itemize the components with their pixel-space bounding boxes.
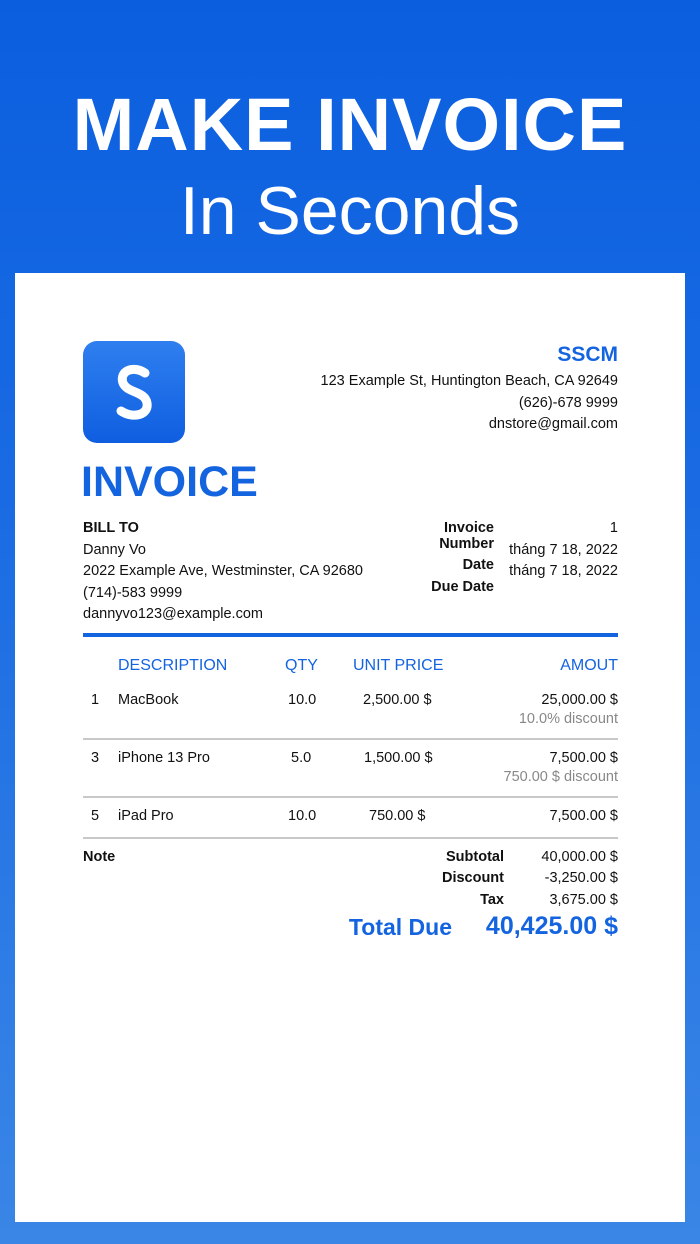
row-amount: 25,000.00 $ [541,692,618,708]
header-qty: QTY [285,657,318,674]
invoice-number-label [439,520,494,552]
banner-subtitle: In Seconds [179,173,521,249]
label-line: Number [439,536,494,552]
divider [83,633,618,637]
note-label: Note [83,849,116,865]
subtotal-value: 40,000.00 $ [541,849,618,865]
invoice-title: INVOICE [81,458,258,506]
company-email: dnstore@gmail.com [488,416,618,432]
company-logo-icon [83,341,185,443]
total-due-value: 40,425.00 $ [485,912,618,940]
company-phone: (626)-678 9999 [518,395,618,411]
total-due-label: Total Due [348,914,452,940]
row-amount: 7,500.00 $ [549,808,618,824]
due-date-label: Due Date [431,579,494,595]
row-qty: 10.0 [288,692,317,708]
invoice-date: tháng 7 18, 2022 [509,542,618,558]
header-amount: AMOUT [560,657,618,674]
row-unit-price: 750.00 $ [369,808,426,824]
row-description: iPhone 13 Pro [118,750,210,766]
row-number: 3 [91,750,100,766]
label-line: Invoice [444,520,494,536]
bill-to-address: 2022 Example Ave, Westminster, CA 92680 [83,563,363,579]
header-unit-price: UNIT PRICE [353,657,444,674]
row-divider [83,796,618,798]
row-qty: 5.0 [291,750,312,766]
discount-value: -3,250.00 $ [544,870,618,886]
row-number: 5 [91,808,100,824]
row-description: MacBook [118,692,179,708]
row-qty: 10.0 [288,808,317,824]
row-divider [83,738,618,740]
subtotal-label: Subtotal [446,849,504,865]
row-unit-price: 2,500.00 $ [363,692,432,708]
bill-to-email: dannyvo123@example.com [83,606,263,622]
company-address: 123 Example St, Huntington Beach, CA 92649 [320,373,618,389]
tax-label: Tax [480,892,504,908]
tax-value: 3,675.00 $ [549,892,618,908]
company-name: SSCM [557,343,618,366]
row-discount: 10.0% discount [518,711,618,727]
bill-to-name: Danny Vo [83,542,146,558]
row-number: 1 [91,692,100,708]
banner-title: MAKE INVOICE [72,83,628,166]
invoice-number: 1 [609,520,618,536]
row-discount: 750.00 $ discount [503,769,618,785]
row-description: iPad Pro [118,808,174,824]
discount-label: Discount [441,870,504,886]
due-date: tháng 7 18, 2022 [509,563,618,579]
bill-to-label: BILL TO [83,520,139,536]
header-description: DESCRIPTION [118,657,228,674]
row-unit-price: 1,500.00 $ [364,750,433,766]
row-divider [83,837,618,839]
date-label: Date [462,557,494,573]
row-amount: 7,500.00 $ [549,750,618,766]
bill-to-phone: (714)-583 9999 [83,585,183,601]
